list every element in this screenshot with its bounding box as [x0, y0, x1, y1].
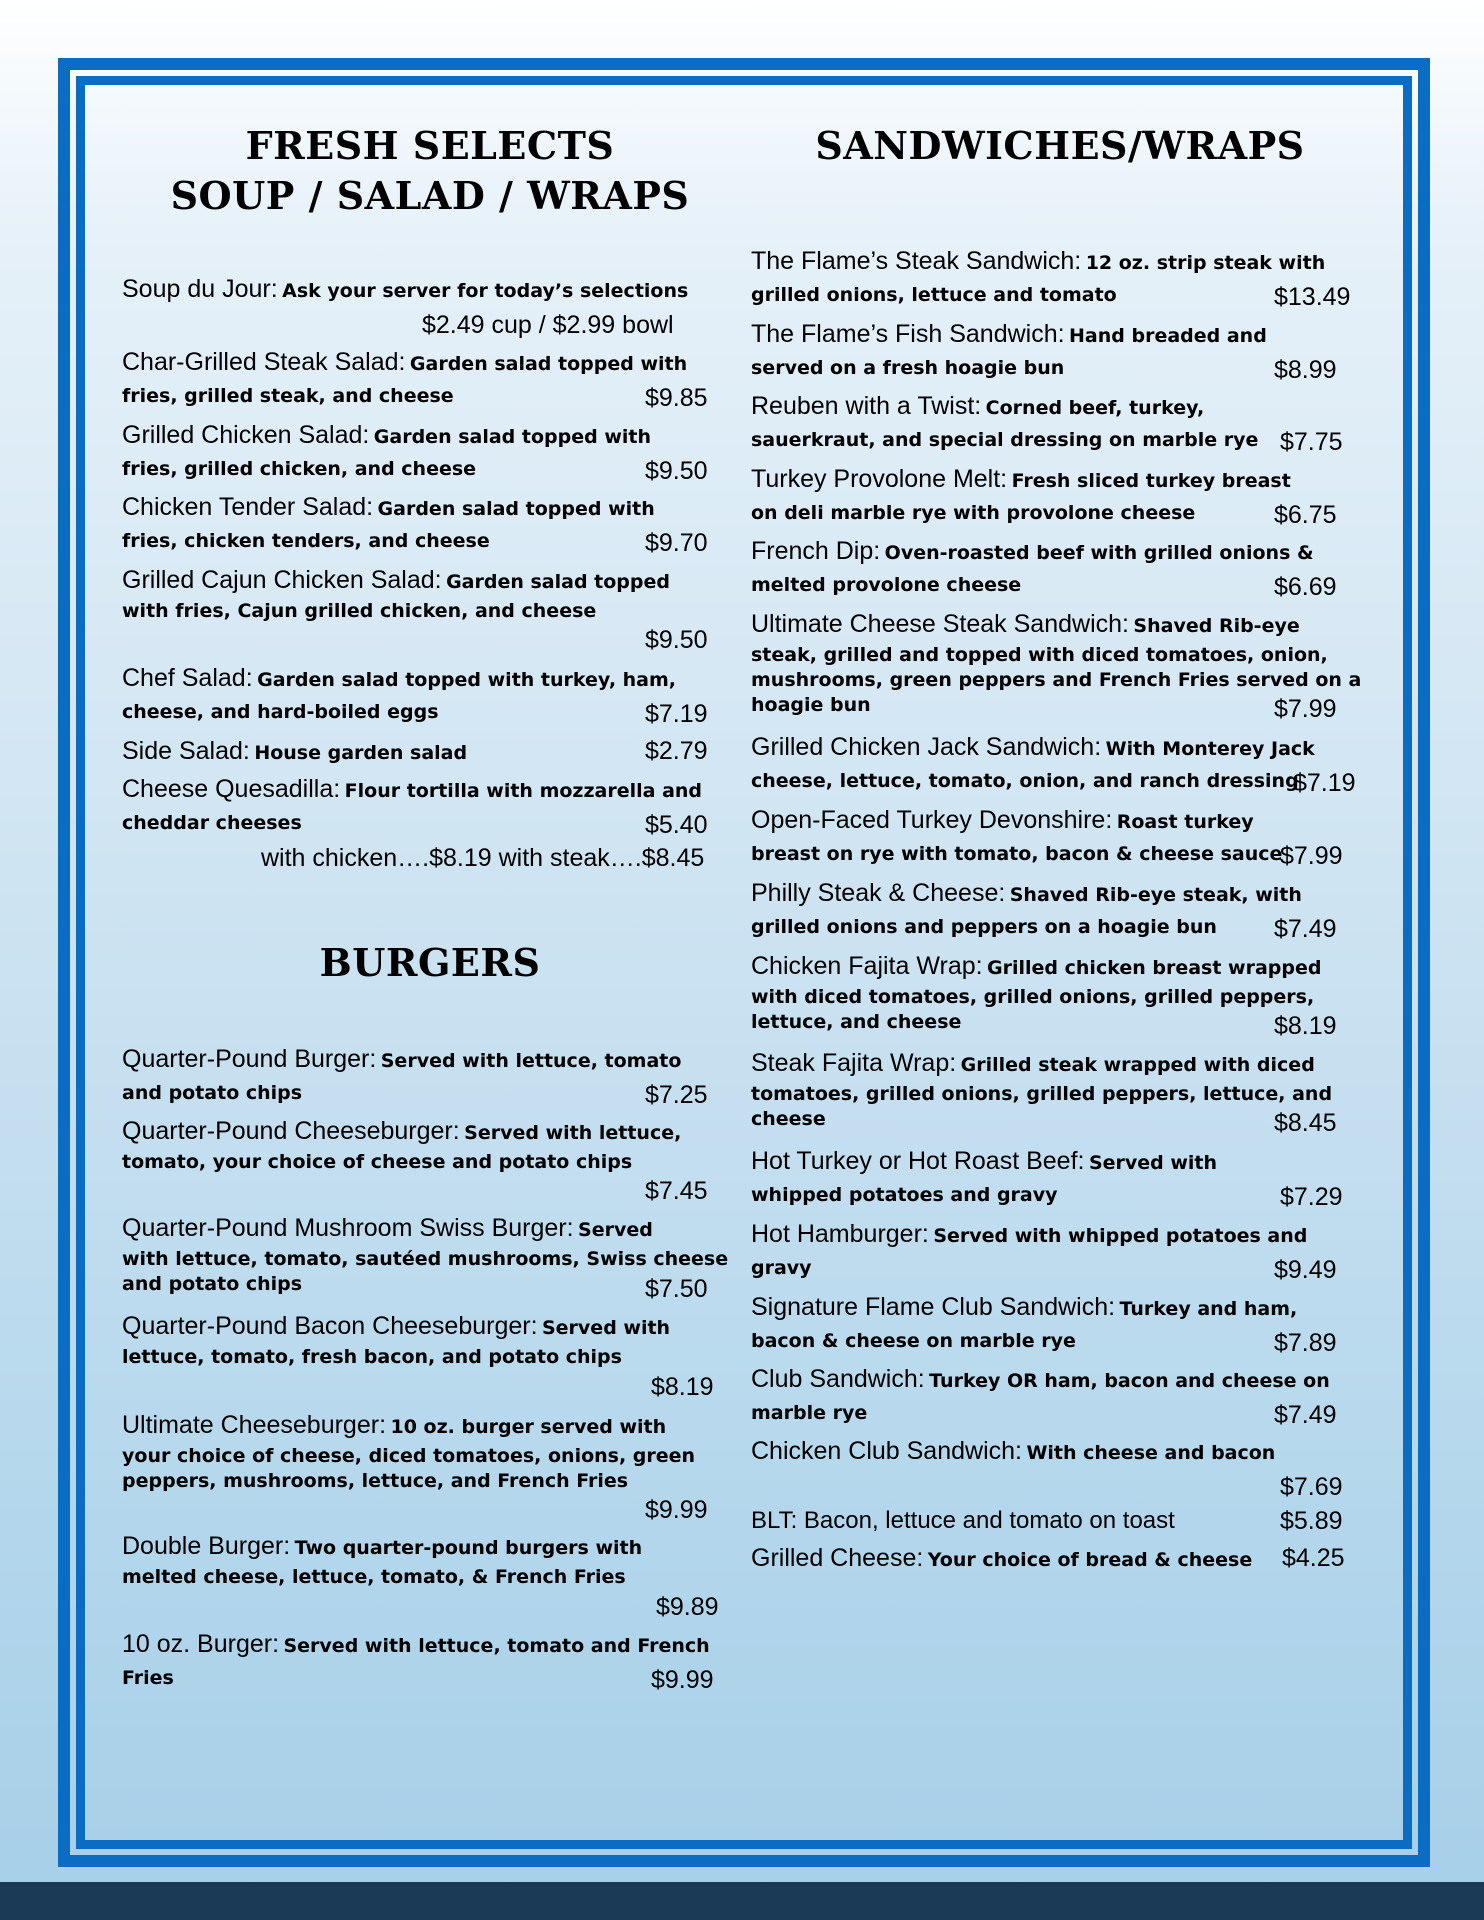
- item-price: $13.49: [1274, 283, 1351, 311]
- item-description-cont: cheese, lettuce, tomato, onion, and ranch dressing: [751, 770, 1299, 792]
- item-name: Philly Steak & Cheese:: [751, 879, 1006, 907]
- item-description-cont: fries, grilled steak, and cheese: [122, 385, 454, 407]
- menu-item-side-salad: [122, 736, 467, 770]
- menu-item-philly-steak: [751, 878, 1302, 944]
- item-price: $8.19: [651, 1373, 714, 1401]
- item-price: $7.29: [1280, 1183, 1343, 1211]
- item-name: Quarter-Pound Burger:: [122, 1045, 377, 1073]
- item-description: Served with: [541, 1317, 671, 1339]
- menu-item-turkey-provolone-melt: [751, 464, 1291, 530]
- item-description: Served with: [1088, 1152, 1218, 1174]
- item-description-cont: mushrooms, green peppers and French Fries served on a: [751, 669, 1362, 691]
- menu-item-flame-steak-sandwich: [751, 246, 1325, 312]
- soup-price: $2.49 cup / $2.99 bowl: [422, 311, 674, 339]
- item-name: Ultimate Cheese Steak Sandwich:: [751, 610, 1129, 638]
- item-description: Served with lettuce, tomato and French: [283, 1635, 710, 1657]
- item-description-cont: grilled onions, lettuce and tomato: [751, 284, 1117, 306]
- item-description-cont: lettuce, tomato, fresh bacon, and potato chips: [122, 1346, 622, 1368]
- item-description-cont: cheddar cheeses: [122, 812, 302, 834]
- item-price: $9.89: [656, 1593, 719, 1621]
- item-price: $5.89: [1280, 1507, 1343, 1535]
- item-description: Grilled steak wrapped with diced: [960, 1054, 1315, 1076]
- menu-item-grilled-cheese: [751, 1543, 1252, 1577]
- item-name: Side Salad:: [122, 737, 250, 765]
- item-description: Roast turkey: [1116, 811, 1254, 833]
- item-name: French Dip:: [751, 537, 881, 565]
- menu-item-quarter-pound-cheeseburger: [122, 1116, 681, 1175]
- item-description-cont: with fries, Cajun grilled chicken, and cheese: [122, 600, 597, 622]
- menu-item-10oz-burger: [122, 1629, 710, 1695]
- item-name: Chicken Tender Salad:: [122, 493, 374, 521]
- menu-item-grilled-chicken-salad: [122, 420, 651, 486]
- item-price: $7.99: [1274, 695, 1337, 723]
- item-price: $9.99: [651, 1666, 714, 1694]
- menu-item-grilled-chicken-jack: [751, 732, 1315, 798]
- item-description-cont: and potato chips: [122, 1273, 303, 1295]
- menu-item-cheese-quesadilla: [122, 774, 702, 840]
- item-description: Shaved Rib-eye: [1133, 615, 1300, 637]
- menu-item-chef-salad: [122, 663, 676, 729]
- item-name: Chef Salad:: [122, 664, 253, 692]
- item-price: $7.50: [645, 1275, 708, 1303]
- item-description-cont: on deli marble rye with provolone cheese: [751, 502, 1196, 524]
- item-description: Served with lettuce, tomato: [380, 1050, 682, 1072]
- item-description: House garden salad: [254, 742, 468, 764]
- menu-item-hot-hamburger: [751, 1219, 1307, 1285]
- item-price: $4.25: [1282, 1544, 1345, 1572]
- item-description: Served with whipped potatoes and: [933, 1225, 1308, 1247]
- item-description: Grilled chicken breast wrapped: [987, 957, 1322, 979]
- menu-item-steak-fajita-wrap: [751, 1048, 1332, 1132]
- item-name: Turkey Provolone Melt:: [751, 465, 1008, 493]
- menu-item-french-dip: [751, 536, 1314, 602]
- item-name: Hot Hamburger:: [751, 1220, 929, 1248]
- item-description-cont: grilled onions and peppers on a hoagie bun: [751, 916, 1217, 938]
- menu-item-double-burger: [122, 1531, 642, 1590]
- fresh-selects-line2: SOUP / SALAD / WRAPS: [170, 173, 690, 218]
- item-description: 10 oz. burger served with: [390, 1416, 667, 1438]
- item-name: Steak Fajita Wrap:: [751, 1049, 957, 1077]
- item-price: $7.19: [645, 700, 708, 728]
- item-name: 10 oz. Burger:: [122, 1630, 280, 1658]
- item-price: $7.89: [1274, 1329, 1337, 1357]
- item-description: Garden salad topped with turkey, ham,: [257, 669, 677, 691]
- item-description-cont: with lettuce, tomato, sautéed mushrooms, Swiss cheese: [122, 1248, 729, 1270]
- item-description-cont: bacon & cheese on marble rye: [751, 1330, 1076, 1352]
- quesadilla-addon-prices: with chicken….$8.19 with steak….$8.45: [261, 844, 705, 872]
- item-price: $7.75: [1280, 428, 1343, 456]
- item-description: With Monterey Jack: [1105, 738, 1315, 760]
- item-description-cont: your choice of cheese, diced tomatoes, onions, green: [122, 1445, 696, 1467]
- item-name: Quarter-Pound Bacon Cheeseburger:: [122, 1312, 538, 1340]
- item-description-cont: Fries: [122, 1667, 174, 1689]
- item-description: Hand breaded and: [1069, 325, 1267, 347]
- item-name: Club Sandwich:: [751, 1365, 925, 1393]
- item-description-cont: melted provolone cheese: [751, 574, 1022, 596]
- menu-item-chicken-club: [751, 1436, 1275, 1470]
- item-description-cont: whipped potatoes and gravy: [751, 1184, 1058, 1206]
- item-description: Corned beef, turkey,: [985, 397, 1205, 419]
- item-description: Served with lettuce,: [464, 1122, 682, 1144]
- item-name: Signature Flame Club Sandwich:: [751, 1293, 1116, 1321]
- item-name: Chicken Fajita Wrap:: [751, 952, 983, 980]
- item-description: Shaved Rib-eye steak, with: [1009, 884, 1302, 906]
- menu-item-club-sandwich: [751, 1364, 1330, 1430]
- menu-item-steak-salad: [122, 347, 687, 413]
- item-description: Flour tortilla with mozzarella and: [344, 780, 703, 802]
- item-price: $6.69: [1274, 573, 1337, 601]
- item-price: $7.49: [1274, 915, 1337, 943]
- item-name: Open-Faced Turkey Devonshire:: [751, 806, 1113, 834]
- item-price: $9.99: [645, 1496, 708, 1524]
- item-description-cont: tomatoes, grilled onions, grilled peppers, lettuce, and: [751, 1083, 1333, 1105]
- item-description: Garden salad topped with: [373, 426, 652, 448]
- item-name: BLT: Bacon, lettuce and tomato on toast: [751, 1507, 1175, 1534]
- item-description: Ask your server for today’s selections: [282, 280, 689, 302]
- item-description: Fresh sliced turkey breast: [1011, 470, 1291, 492]
- menu-item-mushroom-swiss-burger: [122, 1213, 728, 1297]
- menu-item-soup-du-jour: [122, 274, 688, 308]
- item-description: Oven-roasted beef with grilled onions &: [884, 542, 1314, 564]
- item-name: Double Burger:: [122, 1532, 291, 1560]
- item-description-cont: gravy: [751, 1257, 812, 1279]
- item-description-cont: hoagie bun: [751, 694, 871, 716]
- item-name: Grilled Chicken Jack Sandwich:: [751, 733, 1102, 761]
- menu-item-turkey-devonshire: [751, 805, 1282, 871]
- item-price: $2.79: [645, 737, 708, 765]
- item-description: Served: [578, 1219, 653, 1241]
- item-name: The Flame’s Steak Sandwich:: [751, 247, 1082, 275]
- item-description-cont: steak, grilled and topped with diced tomatoes, onion,: [751, 644, 1328, 666]
- item-name: Chicken Club Sandwich:: [751, 1437, 1022, 1465]
- menu-item-chicken-tender-salad: [122, 492, 655, 558]
- item-description: Garden salad topped: [446, 571, 670, 593]
- item-name: Grilled Chicken Salad:: [122, 421, 370, 449]
- item-price: $5.40: [645, 811, 708, 839]
- item-price: $8.99: [1274, 356, 1337, 384]
- item-price: $9.49: [1274, 1256, 1337, 1284]
- item-name: Soup du Jour:: [122, 275, 278, 303]
- item-name: Char-Grilled Steak Salad:: [122, 348, 406, 376]
- item-description-cont: cheese: [751, 1108, 826, 1130]
- burgers-heading: BURGERS: [319, 940, 541, 985]
- item-description-cont: lettuce, and cheese: [751, 1011, 962, 1033]
- item-description-cont: with diced tomatoes, grilled onions, grilled peppers,: [751, 986, 1315, 1008]
- fresh-selects-line1: FRESH SELECTS: [245, 123, 615, 168]
- item-price: $9.70: [645, 529, 708, 557]
- item-description: Your choice of bread & cheese: [927, 1549, 1253, 1571]
- item-price: $7.69: [1280, 1473, 1343, 1501]
- item-description-cont: and potato chips: [122, 1082, 303, 1104]
- item-description: Garden salad topped with: [377, 498, 655, 520]
- item-price: $7.19: [1293, 769, 1356, 797]
- item-name: Hot Turkey or Hot Roast Beef:: [751, 1147, 1085, 1175]
- sandwiches-heading: SANDWICHES/WRAPS: [815, 123, 1305, 168]
- item-description: Turkey and ham,: [1119, 1298, 1298, 1320]
- item-price: $7.45: [645, 1177, 708, 1205]
- item-name: Quarter-Pound Cheeseburger:: [122, 1117, 460, 1145]
- item-description-cont: fries, chicken tenders, and cheese: [122, 530, 490, 552]
- menu-item-signature-flame-club: [751, 1292, 1297, 1358]
- item-price: $6.75: [1274, 501, 1337, 529]
- item-name: Quarter-Pound Mushroom Swiss Burger:: [122, 1214, 574, 1242]
- item-name: Cheese Quesadilla:: [122, 775, 341, 803]
- item-name: Grilled Cheese:: [751, 1544, 924, 1572]
- item-price: $9.50: [645, 457, 708, 485]
- item-price: $7.49: [1274, 1401, 1337, 1429]
- item-description-cont: breast on rye with tomato, bacon & cheese sauce: [751, 843, 1283, 865]
- item-price: $7.25: [645, 1081, 708, 1109]
- fresh-selects-heading: [120, 121, 740, 221]
- item-description-cont: melted cheese, lettuce, tomato, & French Fries: [122, 1566, 626, 1588]
- menu-item-blt: [751, 1506, 1175, 1539]
- menu-item-flame-fish-sandwich: [751, 319, 1267, 385]
- item-description: Two quarter-pound burgers with: [294, 1537, 643, 1559]
- item-description-cont: fries, grilled chicken, and cheese: [122, 458, 477, 480]
- menu-item-ultimate-cheese-steak: [751, 609, 1361, 718]
- item-description-cont: sauerkraut, and special dressing on marble rye: [751, 429, 1259, 451]
- menu-item-reuben: [751, 391, 1258, 457]
- menu-item-chicken-fajita-wrap: [751, 951, 1321, 1035]
- item-price: $9.50: [645, 626, 708, 654]
- item-name: Grilled Cajun Chicken Salad:: [122, 566, 442, 594]
- menu-item-hot-turkey-roast-beef: [751, 1146, 1217, 1212]
- item-name: Ultimate Cheeseburger:: [122, 1411, 387, 1439]
- item-description-cont: peppers, mushrooms, lettuce, and French Fries: [122, 1470, 629, 1492]
- item-name: Reuben with a Twist:: [751, 392, 982, 420]
- item-description: Turkey OR ham, bacon and cheese on: [929, 1370, 1330, 1392]
- item-description-cont: cheese, and hard-boiled eggs: [122, 701, 439, 723]
- item-price: $7.99: [1280, 842, 1343, 870]
- item-price: $9.85: [645, 384, 708, 412]
- item-name: The Flame’s Fish Sandwich:: [751, 320, 1065, 348]
- item-price: $8.19: [1274, 1012, 1337, 1040]
- menu-item-bacon-cheeseburger: [122, 1311, 670, 1370]
- item-description: 12 oz. strip steak with: [1085, 252, 1326, 274]
- menu-item-ultimate-cheeseburger: [122, 1410, 695, 1494]
- item-price: $8.45: [1274, 1109, 1337, 1137]
- menu-item-cajun-chicken-salad: [122, 565, 670, 624]
- item-description-cont: served on a fresh hoagie bun: [751, 357, 1065, 379]
- item-description: Garden salad topped with: [409, 353, 688, 375]
- item-description-cont: marble rye: [751, 1402, 868, 1424]
- menu-item-quarter-pound-burger: [122, 1044, 681, 1110]
- item-description-cont: tomato, your choice of cheese and potato chips: [122, 1151, 633, 1173]
- bottom-band: [0, 1882, 1484, 1920]
- item-description: With cheese and bacon: [1026, 1442, 1276, 1464]
